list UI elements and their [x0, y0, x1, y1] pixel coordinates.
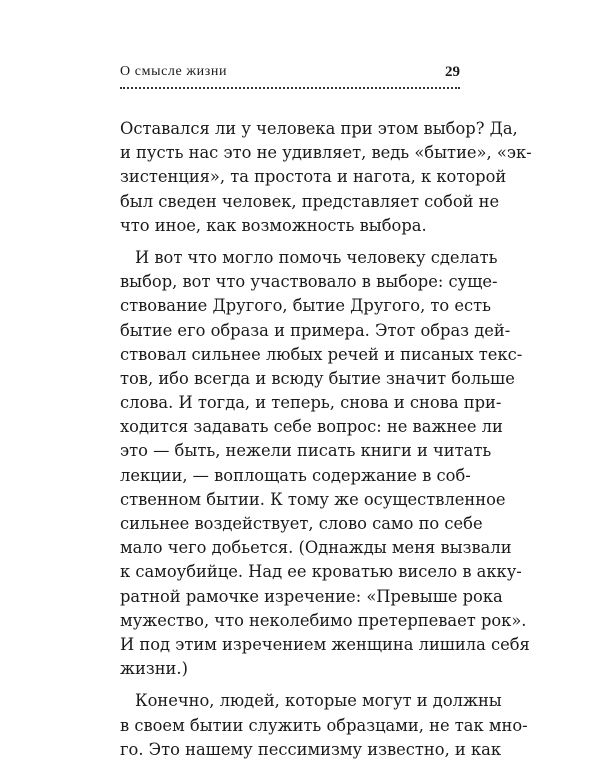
text-line: ствование Другого, бытие Другого, то есть — [120, 296, 492, 316]
text-line: Оставался ли у человека при этом выбор? Да, — [120, 119, 518, 138]
paragraph-2 — [120, 246, 530, 681]
running-header — [120, 62, 460, 82]
text-line: к самоубийце. Над ее кроватью висело в акку- — [120, 562, 522, 582]
text-line: И под этим изречением женщина лишила себя — [120, 634, 530, 654]
text-line: Конечно, людей, которые могут и должны — [135, 691, 502, 711]
paragraph-1 — [120, 117, 532, 238]
paragraph-3 — [120, 689, 528, 762]
text-line: ствовал сильнее любых речей и писаных текс- — [120, 344, 523, 364]
text-line: выбор, вот что участвовало в выборе: суще- — [120, 272, 498, 292]
text-line: был сведен человек, представляет собой не — [120, 191, 500, 211]
text-line: лекции, — воплощать содержание в соб- — [120, 465, 471, 485]
text-line: что иное, как возможность выбора. — [120, 215, 427, 235]
text-line: в своем бытии служить образцами, не так мно- — [120, 715, 528, 735]
text-line: слова. И тогда, и теперь, снова и снова при- — [120, 393, 502, 413]
page-number: 29 — [445, 64, 460, 80]
text-line: зистенция», та простота и нагота, к которой — [120, 167, 507, 187]
text-line: мало чего добьется. (Однажды меня вызвали — [120, 538, 512, 558]
text-line: И вот что могло помочь человеку сделать — [135, 247, 498, 267]
text-line: ратной рамочке изречение: «Превыше рока — [120, 586, 503, 606]
running-title: О смысле жизни — [120, 64, 228, 79]
text-line: и пусть нас это не удивляет, ведь «бытие», «эк- — [120, 143, 532, 163]
text-line: жизни.) — [120, 659, 188, 679]
text-line: го. Это нашему пессимизму известно, и как — [120, 739, 502, 759]
text-line: это — быть, нежели писать книги и читать — [120, 441, 492, 461]
text-line: тов, ибо всегда и всюду бытие значит больше — [120, 368, 515, 388]
body-text — [120, 117, 532, 762]
text-line: ходится задавать себе вопрос: не важнее ли — [120, 417, 503, 437]
text-line: ственном бытии. К тому же осуществленное — [120, 489, 506, 509]
text-line: бытие его образа и примера. Этот образ дей- — [120, 320, 511, 340]
text-line: сильнее воздействует, слово само по себе — [120, 514, 483, 533]
text-line: мужество, что неколебимо претерпевает рок». — [120, 610, 527, 630]
header-dotted-rule — [120, 87, 460, 89]
